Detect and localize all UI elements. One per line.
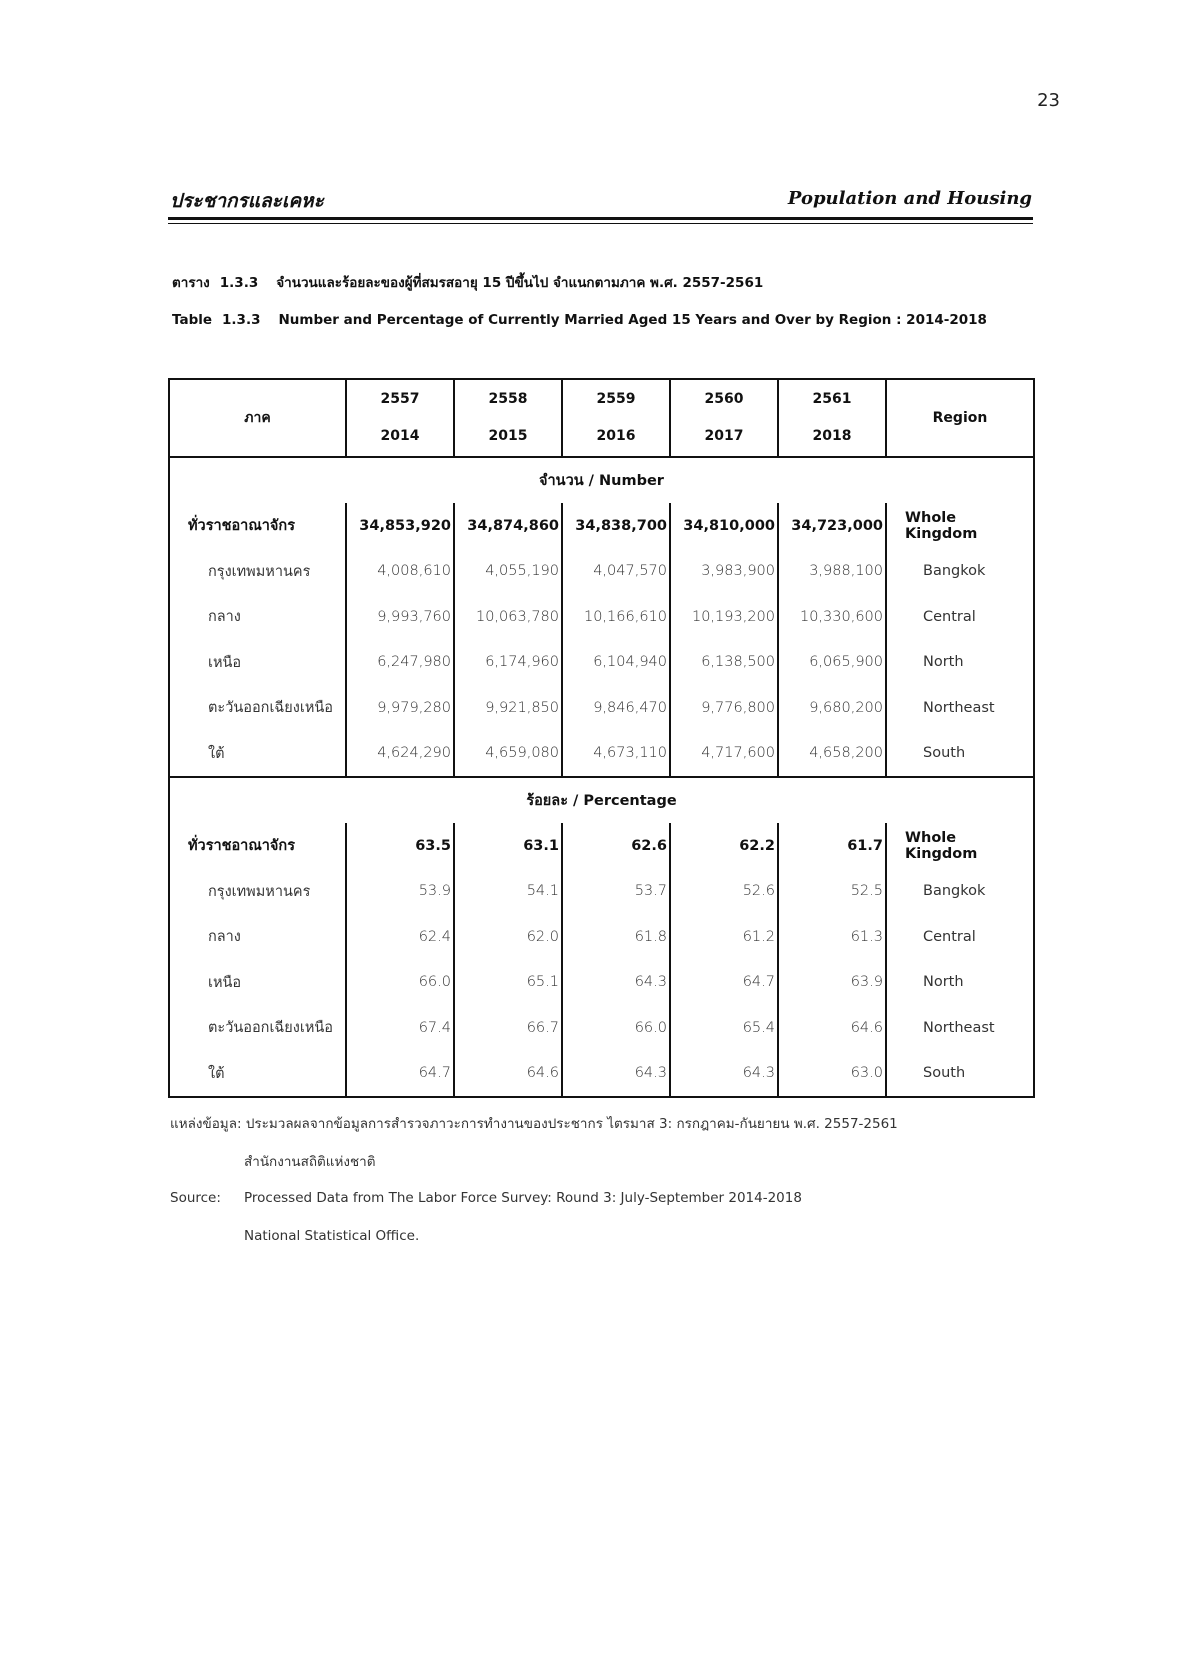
value-cell: 63.1 xyxy=(454,823,562,869)
header-year-4 xyxy=(670,379,778,457)
value-cell: 9,921,850 xyxy=(454,685,562,731)
value-cell: 54.1 xyxy=(454,869,562,915)
value-cell: 34,723,000 xyxy=(778,503,886,549)
value-cell: 66.0 xyxy=(562,1005,670,1051)
value-cell: 61.3 xyxy=(778,914,886,960)
value-cell: 10,330,600 xyxy=(778,594,886,640)
value-cell: 64.3 xyxy=(562,1051,670,1098)
table-row xyxy=(169,731,1034,778)
source-text-english: Processed Data from The Labor Force Survey: Round 3: July-September 2014-2018 xyxy=(244,1190,802,1206)
value-cell: 4,047,570 xyxy=(562,549,670,595)
year-be: 2559 xyxy=(596,391,636,407)
section-heading-percent xyxy=(169,777,1034,823)
value-cell: 34,838,700 xyxy=(562,503,670,549)
value-cell: 62.4 xyxy=(346,914,454,960)
value-cell: 52.5 xyxy=(778,869,886,915)
percent-section xyxy=(169,777,1034,1097)
region-name-english: Bangkok xyxy=(923,563,986,580)
header-rule-thick xyxy=(168,217,1033,220)
table-caption-english xyxy=(172,312,987,328)
value-cell: 65.4 xyxy=(670,1005,778,1051)
region-name-thai: กรุงเทพมหานคร xyxy=(169,869,346,915)
section-label: ร้อยละ / Percentage xyxy=(169,777,1034,823)
year-ad: 2018 xyxy=(812,428,852,444)
value-cell: 6,174,960 xyxy=(454,640,562,686)
table-row xyxy=(169,685,1034,731)
region-name-english: Northeast xyxy=(923,1019,995,1036)
table-row xyxy=(169,640,1034,686)
region-name-english: North xyxy=(923,974,964,991)
value-cell: 6,138,500 xyxy=(670,640,778,686)
region-name-thai: เหนือ xyxy=(169,960,346,1006)
table-row xyxy=(169,823,1034,869)
year-be: 2558 xyxy=(488,391,528,407)
region-name-thai: เหนือ xyxy=(169,640,346,686)
chapter-title-english: Population and Housing xyxy=(787,188,1032,209)
region-name-thai: ตะวันออกเฉียงเหนือ xyxy=(169,1005,346,1051)
caption-title-english: Number and Percentage of Currently Married Aged 15 Years and Over by Region : 2014-2018 xyxy=(278,312,987,328)
year-ad: 2016 xyxy=(596,428,636,444)
year-be: 2561 xyxy=(812,391,852,407)
value-cell: 34,810,000 xyxy=(670,503,778,549)
value-cell: 9,680,200 xyxy=(778,685,886,731)
value-cell: 61.7 xyxy=(778,823,886,869)
table-caption-thai xyxy=(172,271,763,293)
region-name-english: South xyxy=(923,1065,966,1082)
header-year-2 xyxy=(454,379,562,457)
source-label-english: Source: xyxy=(170,1190,221,1206)
value-cell: 10,063,780 xyxy=(454,594,562,640)
region-name-english: Whole Kingdom xyxy=(905,509,978,542)
region-name-thai: ใต้ xyxy=(169,731,346,778)
caption-label-thai: ตาราง xyxy=(172,275,210,291)
value-cell: 66.0 xyxy=(346,960,454,1006)
header-region-english: Region xyxy=(886,379,1034,457)
value-cell: 9,979,280 xyxy=(346,685,454,731)
value-cell: 61.2 xyxy=(670,914,778,960)
value-cell: 63.5 xyxy=(346,823,454,869)
value-cell: 3,988,100 xyxy=(778,549,886,595)
region-name-english: Northeast xyxy=(923,699,995,716)
table-row xyxy=(169,1051,1034,1098)
year-ad: 2015 xyxy=(488,428,528,444)
value-cell: 4,659,080 xyxy=(454,731,562,778)
source-thai-line2: สำนักงานสถิติแห่งชาติ xyxy=(244,1154,376,1170)
value-cell: 6,065,900 xyxy=(778,640,886,686)
region-name-english: North xyxy=(923,654,964,671)
table-row xyxy=(169,503,1034,549)
caption-title-thai: จำนวนและร้อยละของผู้ที่สมรสอายุ 15 ปีขึ้นไป จำแนกตามภาค พ.ศ. 2557-2561 xyxy=(276,275,764,291)
source-label-thai: แหล่งข้อมูล: xyxy=(170,1116,242,1132)
data-table xyxy=(168,378,1035,1098)
value-cell: 9,776,800 xyxy=(670,685,778,731)
table-header-row xyxy=(169,379,1034,457)
section-label: จำนวน / Number xyxy=(539,473,664,489)
region-name-english: Whole Kingdom xyxy=(905,829,978,862)
value-cell: 34,853,920 xyxy=(346,503,454,549)
value-cell: 34,874,860 xyxy=(454,503,562,549)
region-name-thai: ใต้ xyxy=(169,1051,346,1098)
value-cell: 4,673,110 xyxy=(562,731,670,778)
source-english-line1 xyxy=(170,1190,802,1206)
year-be: 2557 xyxy=(380,391,420,407)
table-row xyxy=(169,1005,1034,1051)
header-year-1 xyxy=(346,379,454,457)
value-cell: 6,104,940 xyxy=(562,640,670,686)
page-number: 23 xyxy=(1037,90,1060,111)
year-ad: 2014 xyxy=(380,428,420,444)
value-cell: 64.6 xyxy=(778,1005,886,1051)
value-cell: 65.1 xyxy=(454,960,562,1006)
value-cell: 64.3 xyxy=(670,1051,778,1098)
value-cell: 64.7 xyxy=(346,1051,454,1098)
region-name-english: South xyxy=(923,745,966,762)
value-cell: 4,008,610 xyxy=(346,549,454,595)
region-name-thai: ทั่วราชอาณาจักร xyxy=(169,503,346,549)
value-cell: 63.0 xyxy=(778,1051,886,1098)
source-thai-line1 xyxy=(170,1112,898,1134)
value-cell: 53.9 xyxy=(346,869,454,915)
caption-number-thai: 1.3.3 xyxy=(219,275,259,291)
value-cell: 64.6 xyxy=(454,1051,562,1098)
region-name-thai: กลาง xyxy=(169,594,346,640)
header-year-3 xyxy=(562,379,670,457)
year-be: 2560 xyxy=(704,391,744,407)
header-region-thai: ภาค xyxy=(169,379,346,457)
value-cell: 4,717,600 xyxy=(670,731,778,778)
number-section xyxy=(169,457,1034,777)
table-row xyxy=(169,869,1034,915)
source-text-thai: ประมวลผลจากข้อมูลการสำรวจภาวะการทำงานของประชากร ไตรมาส 3: กรกฎาคม-กันยายน พ.ศ. 2557-2561 xyxy=(245,1116,898,1132)
region-name-thai: ทั่วราชอาณาจักร xyxy=(169,823,346,869)
value-cell: 62.6 xyxy=(562,823,670,869)
value-cell: 53.7 xyxy=(562,869,670,915)
value-cell: 64.7 xyxy=(670,960,778,1006)
value-cell: 63.9 xyxy=(778,960,886,1006)
value-cell: 10,193,200 xyxy=(670,594,778,640)
table-row xyxy=(169,960,1034,1006)
section-heading-number xyxy=(169,457,1034,503)
value-cell: 4,658,200 xyxy=(778,731,886,778)
table-row xyxy=(169,549,1034,595)
value-cell: 9,846,470 xyxy=(562,685,670,731)
region-name-thai: ตะวันออกเฉียงเหนือ xyxy=(169,685,346,731)
value-cell: 66.7 xyxy=(454,1005,562,1051)
year-ad: 2017 xyxy=(704,428,744,444)
header-year-5 xyxy=(778,379,886,457)
value-cell: 62.2 xyxy=(670,823,778,869)
caption-number-english: 1.3.3 xyxy=(222,312,261,328)
value-cell: 52.6 xyxy=(670,869,778,915)
value-cell: 9,993,760 xyxy=(346,594,454,640)
value-cell: 62.0 xyxy=(454,914,562,960)
chapter-title-thai: ประชากรและเคหะ xyxy=(170,190,324,212)
header-rule-thin xyxy=(168,223,1033,224)
region-name-english: Central xyxy=(923,928,976,945)
table-row xyxy=(169,914,1034,960)
region-name-thai: กลาง xyxy=(169,914,346,960)
value-cell: 67.4 xyxy=(346,1005,454,1051)
caption-label-english: Table xyxy=(172,312,213,328)
value-cell: 10,166,610 xyxy=(562,594,670,640)
region-name-english: Central xyxy=(923,608,976,625)
value-cell: 61.8 xyxy=(562,914,670,960)
table-row xyxy=(169,594,1034,640)
value-cell: 4,624,290 xyxy=(346,731,454,778)
region-name-english: Bangkok xyxy=(923,883,986,900)
value-cell: 6,247,980 xyxy=(346,640,454,686)
value-cell: 3,983,900 xyxy=(670,549,778,595)
source-english-line2: National Statistical Office. xyxy=(244,1228,420,1244)
region-name-thai: กรุงเทพมหานคร xyxy=(169,549,346,595)
value-cell: 64.3 xyxy=(562,960,670,1006)
value-cell: 4,055,190 xyxy=(454,549,562,595)
